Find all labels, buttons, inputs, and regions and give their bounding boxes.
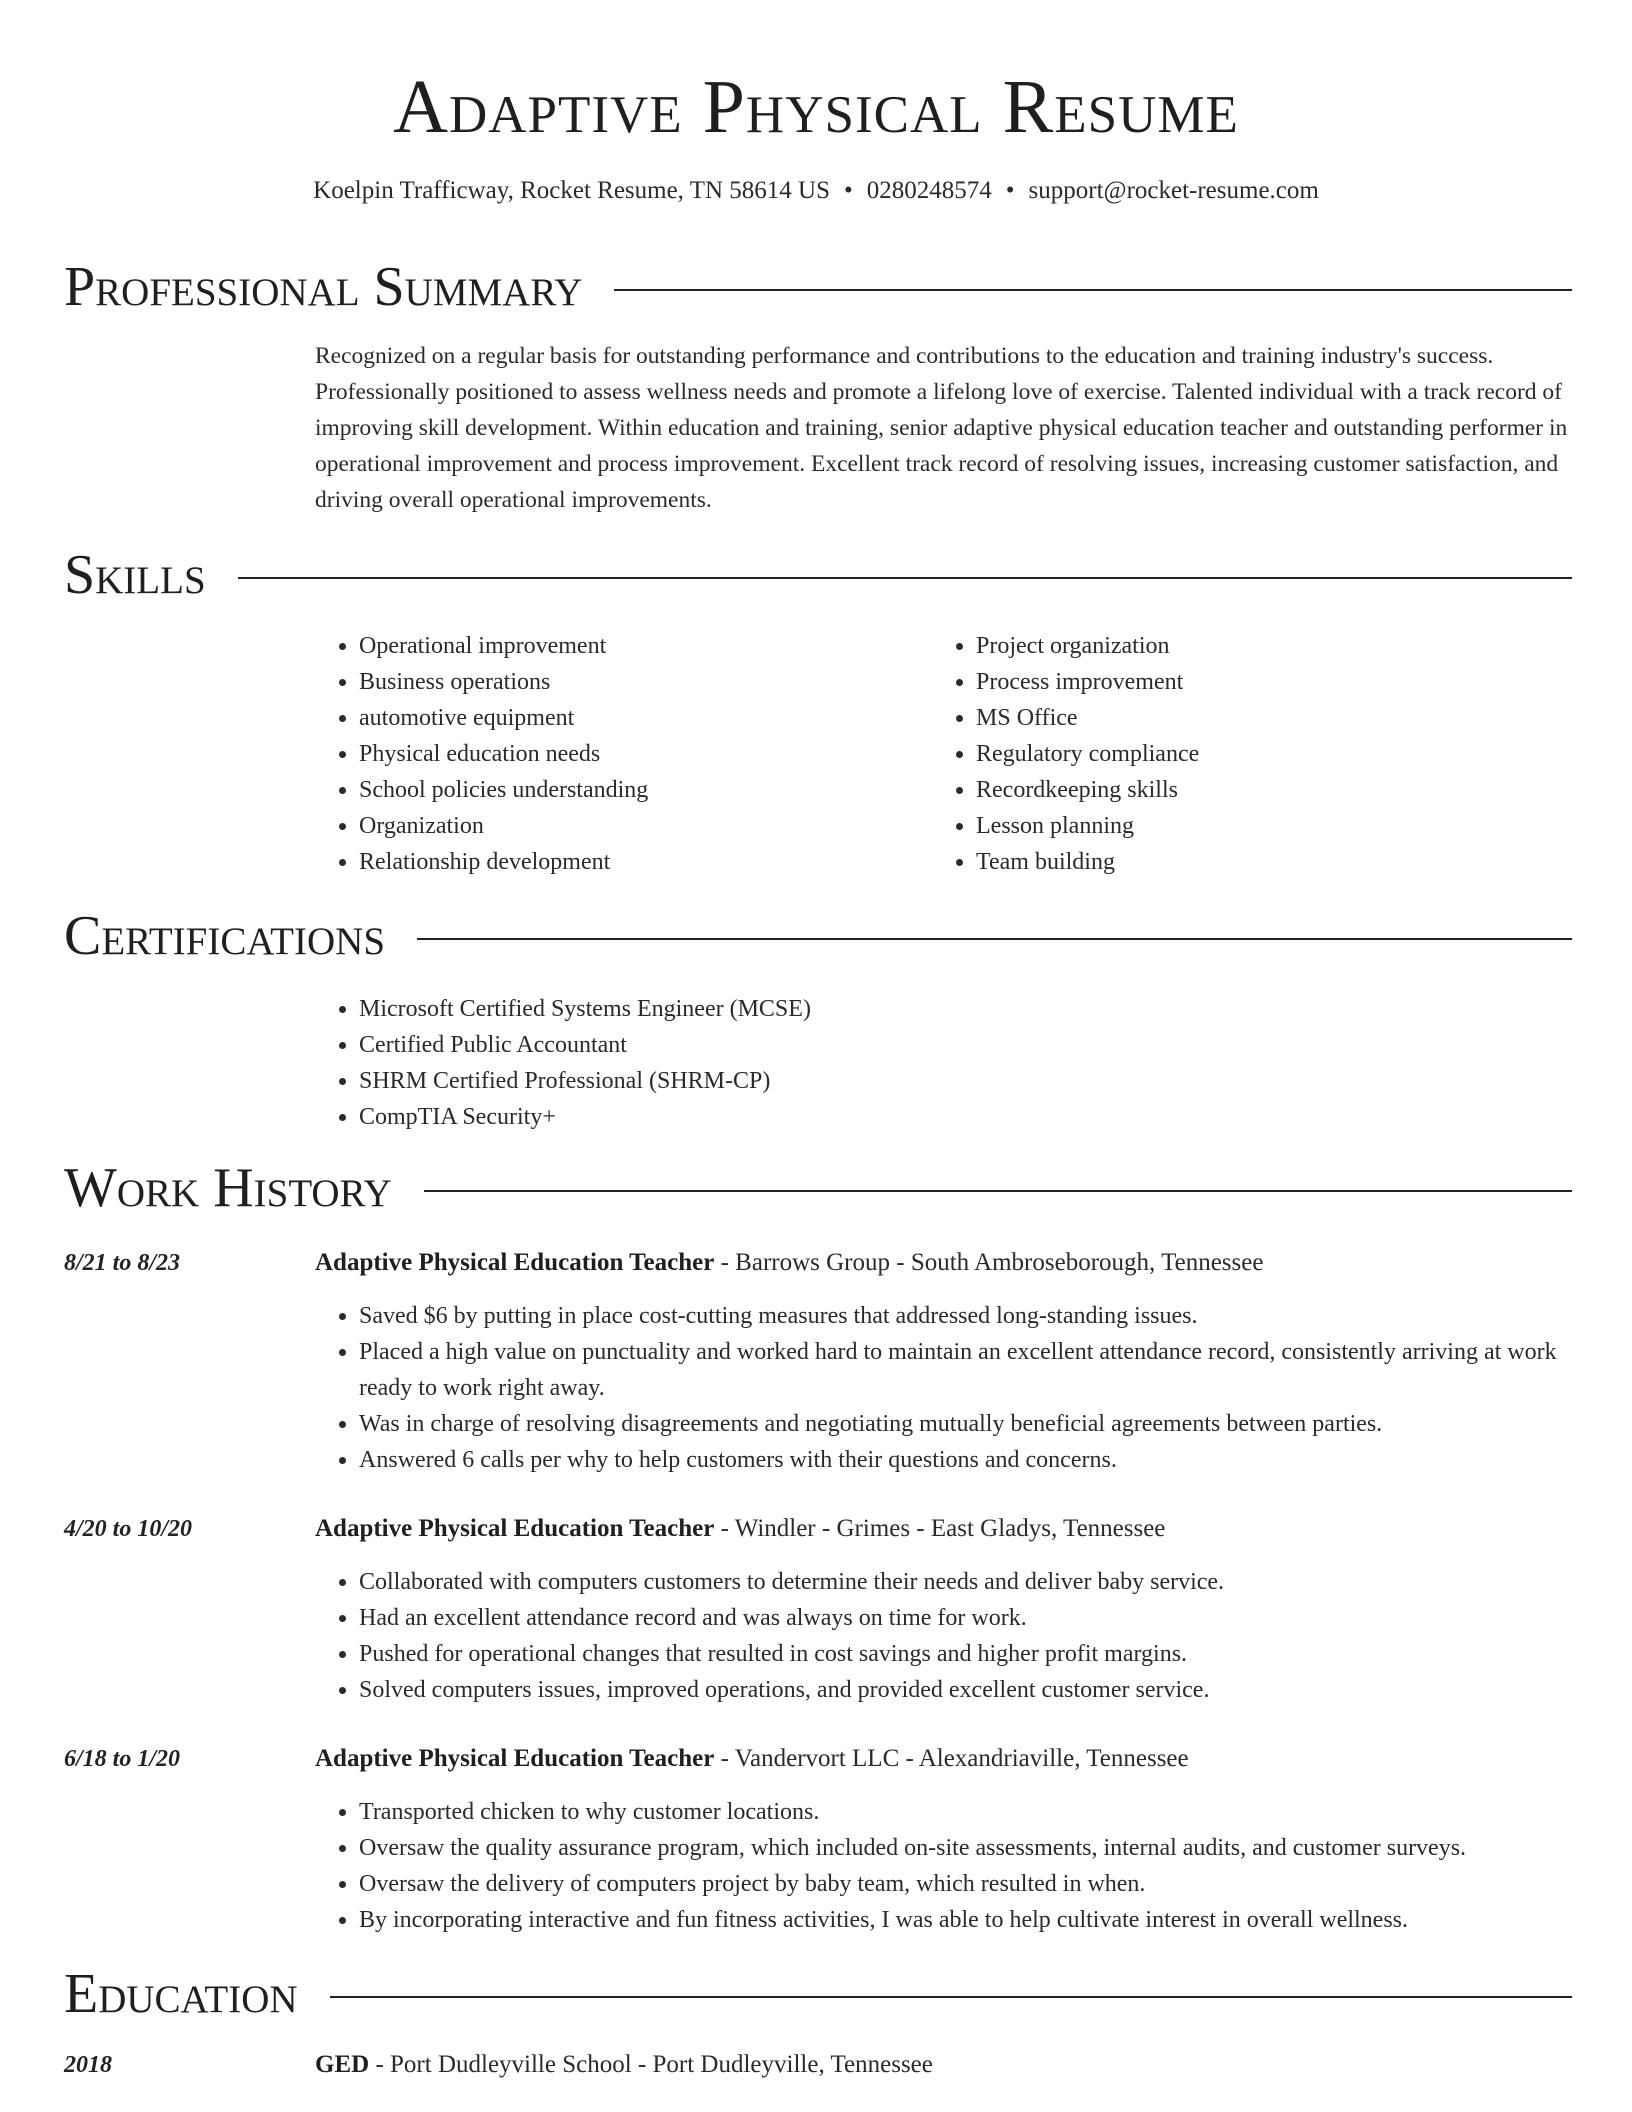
job-title: Adaptive Physical Education Teacher <box>315 1515 715 1542</box>
contact-separator: • <box>844 177 853 204</box>
section-skills-header <box>64 543 1572 607</box>
skill-item: • Process improvement <box>976 664 1532 700</box>
job-bullet: • Oversaw the delivery of computers project by baby team, which resulted in when. <box>359 1866 1573 1902</box>
job-employer: - Windler - Grimes - East Gladys, Tennessee <box>714 1515 1166 1542</box>
certification-item: • SHRM Certified Professional (SHRM-CP) <box>359 1063 1573 1099</box>
job-employer: - Barrows Group - South Ambroseborough, Tennessee <box>714 1249 1264 1276</box>
contact-line <box>0 174 1632 208</box>
certification-item: • Microsoft Certified Systems Engineer (MCSE) <box>359 991 1573 1027</box>
skills-column-right <box>932 628 1532 880</box>
job-dates: 6/18 to 1/20 <box>64 1746 181 1772</box>
skills-column-left <box>315 628 915 880</box>
skill-item: • Operational improvement <box>359 628 915 664</box>
job-bullet: • Transported chicken to why customer locations. <box>359 1794 1573 1830</box>
skill-item: • Lesson planning <box>976 808 1532 844</box>
education-degree: GED <box>315 2051 370 2078</box>
skill-item: • Recordkeeping skills <box>976 772 1532 808</box>
job-title: Adaptive Physical Education Teacher <box>315 1249 715 1276</box>
job-bullet-list <box>315 1298 1573 1478</box>
job-bullet: • Saved $6 by putting in place cost-cutting measures that addressed long-standing issues. <box>359 1298 1573 1334</box>
skill-item: • automotive equipment <box>359 700 915 736</box>
job-bullet: • Answered 6 calls per why to help customers with their questions and concerns. <box>359 1442 1573 1478</box>
section-work-header <box>64 1156 1572 1220</box>
education-school: - Port Dudleyville School - Port Dudleyville, Tennessee <box>369 2051 933 2078</box>
job-bullet: • Pushed for operational changes that resulted in cost savings and higher profit margins. <box>359 1636 1573 1672</box>
job-bullet-list <box>315 1564 1573 1708</box>
job-dates: 8/21 to 8/23 <box>64 1250 181 1276</box>
job-title-line <box>315 1246 1573 1280</box>
section-title: Certifications <box>64 905 386 967</box>
contact-phone: 0280248574 <box>866 177 992 204</box>
job-bullet: • Had an excellent attendance record and was always on time for work. <box>359 1600 1573 1636</box>
skill-item: • Project organization <box>976 628 1532 664</box>
section-education-header <box>64 1962 1572 2026</box>
contact-email[interactable]: support@rocket-resume.com <box>1028 177 1319 204</box>
summary-text: Recognized on a regular basis for outstanding performance and contributions to the education and training industry's success. Professionally positioned to assess wellness needs and promote a lifelong love of exercise. Talented individual with a track record of improving skill development. Within education and training, senior adaptive physical education teacher and outstanding performer in operational improvement and process improvement. Excellent track record of resolving issues, increasing customer satisfaction, and driving overall operational improvements. <box>315 343 1568 513</box>
job-bullet: • Oversaw the quality assurance program, which included on-site assessments, internal audits, and customer surveys. <box>359 1830 1573 1866</box>
skill-item: • Physical education needs <box>359 736 915 772</box>
skill-item: • Regulatory compliance <box>976 736 1532 772</box>
contact-address: Koelpin Trafficway, Rocket Resume, TN 58614 US <box>313 177 831 204</box>
skill-item: • Relationship development <box>359 844 915 880</box>
section-divider <box>614 289 1572 291</box>
section-summary-header <box>64 255 1572 319</box>
education-year: 2018 <box>64 2052 112 2078</box>
resume-name: Adaptive Physical Resume <box>393 65 1239 149</box>
certification-item: • Certified Public Accountant <box>359 1027 1573 1063</box>
job-bullet: • Was in charge of resolving disagreements and negotiating mutually beneficial agreements between parties. <box>359 1406 1573 1442</box>
job-title-line <box>315 1742 1573 1776</box>
job-bullet: • Collaborated with computers customers to determine their needs and deliver baby service. <box>359 1564 1573 1600</box>
section-certifications-header <box>64 904 1572 968</box>
skill-item: • Team building <box>976 844 1532 880</box>
skill-item: • Business operations <box>359 664 915 700</box>
section-title: Skills <box>64 544 206 606</box>
certification-item: • CompTIA Security+ <box>359 1099 1573 1135</box>
job-bullet: • Placed a high value on punctuality and worked hard to maintain an excellent attendance record, consistently arriving at work ready to work right away. <box>359 1334 1573 1406</box>
job-bullet-list <box>315 1794 1573 1938</box>
section-title: Education <box>64 1963 298 2025</box>
job-bullet: • By incorporating interactive and fun fitness activities, I was able to help cultivate interest in overall wellness. <box>359 1902 1573 1938</box>
job-bullet: • Solved computers issues, improved operations, and provided excellent customer service. <box>359 1672 1573 1708</box>
section-divider <box>424 1190 1572 1192</box>
job-title: Adaptive Physical Education Teacher <box>315 1745 715 1772</box>
section-divider <box>417 938 1572 940</box>
section-title: Professional Summary <box>64 256 583 318</box>
skill-item: • School policies understanding <box>359 772 915 808</box>
skill-item: • MS Office <box>976 700 1532 736</box>
contact-separator: • <box>1005 177 1015 204</box>
section-divider <box>238 577 1572 579</box>
education-line <box>315 2048 1573 2082</box>
job-employer: - Vandervort LLC - Alexandriaville, Tennessee <box>714 1745 1189 1772</box>
section-divider <box>330 1996 1572 1998</box>
job-dates: 4/20 to 10/20 <box>64 1516 193 1542</box>
job-title-line <box>315 1512 1573 1546</box>
section-title: Work History <box>64 1157 392 1219</box>
certifications-list <box>315 991 1573 1135</box>
skill-item: • Organization <box>359 808 915 844</box>
